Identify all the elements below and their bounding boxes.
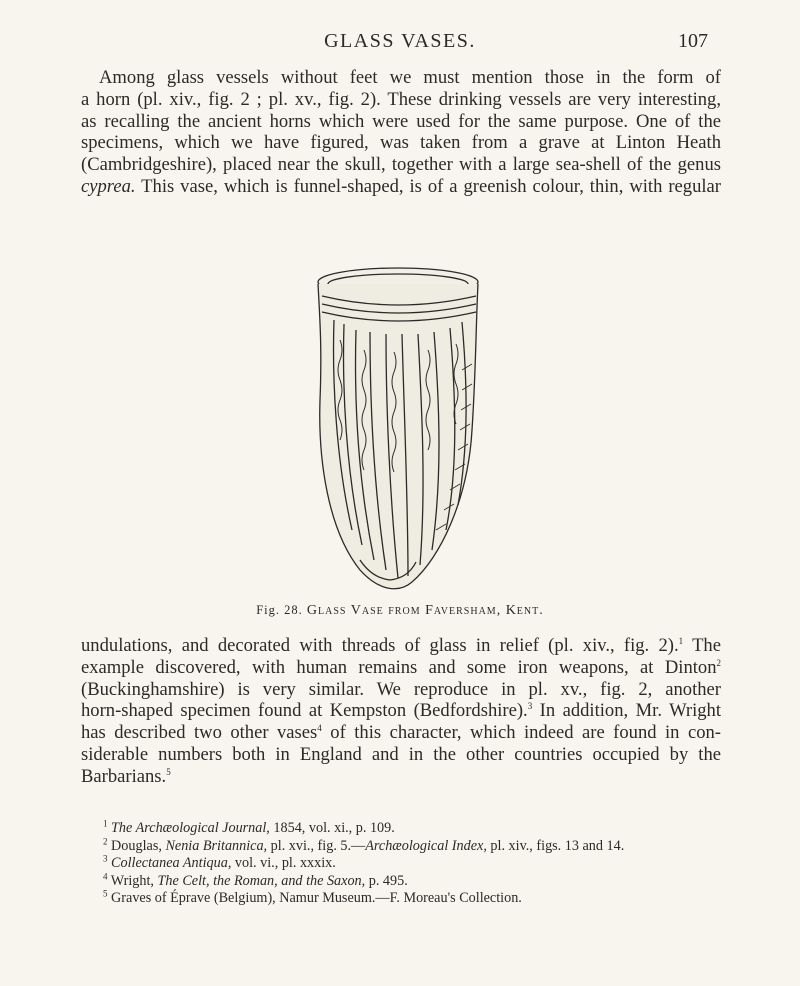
vase-body bbox=[318, 284, 478, 589]
figure-caption bbox=[0, 603, 800, 619]
paragraph-top bbox=[81, 67, 721, 198]
text-line: a horn (pl. xiv., fig. 2 ; pl. xv., fig. 2). These drinking vessels are very interesting, bbox=[81, 88, 721, 110]
footnote-text: pl. xvi., fig. 5.— bbox=[267, 837, 366, 854]
text-line bbox=[81, 657, 721, 679]
figure-title: Glass Vase from Faversham, Kent. bbox=[306, 603, 544, 618]
text-line bbox=[81, 766, 721, 788]
footnote-text: Douglas, bbox=[111, 837, 166, 854]
running-head bbox=[0, 30, 800, 60]
footnote-text: 1854, vol. xi., p. 109. bbox=[269, 820, 395, 836]
genus-name: cyprea. bbox=[81, 175, 136, 197]
footnotes bbox=[103, 820, 723, 908]
footnote-ref: 4 bbox=[317, 723, 322, 733]
text-run: The bbox=[683, 635, 721, 656]
text-run: has described two other vases bbox=[81, 722, 318, 744]
text-run: horn-shaped specimen found at Kempston (Bedfordshire). bbox=[81, 700, 528, 722]
footnote-ref: 5 bbox=[166, 766, 171, 777]
footnote-number: 5 bbox=[103, 888, 108, 899]
footnote-title: Archæological Index, bbox=[365, 837, 487, 854]
footnote bbox=[103, 820, 723, 838]
text-run: Barbarians. bbox=[81, 765, 167, 787]
text-line bbox=[81, 176, 721, 198]
page-number: 107 bbox=[678, 30, 708, 52]
footnote-number: 1 bbox=[103, 818, 108, 829]
text-run: This vase, which is funnel-shaped, is of a greenish colour, thin, with regular bbox=[135, 175, 721, 197]
text-line bbox=[81, 700, 721, 722]
footnote-text: pl. xiv., figs. 13 and 14. bbox=[486, 837, 625, 854]
text-line bbox=[81, 722, 721, 744]
text-line: (Cambridgeshire), placed near the skull, together with a large sea-shell of the genus bbox=[81, 154, 721, 176]
footnote-title: The Archæological Journal, bbox=[111, 820, 270, 836]
text-run: of this character, which indeed are found in con- bbox=[321, 722, 721, 744]
footnote-text: Wright, bbox=[110, 872, 158, 889]
footnote-ref: 3 bbox=[527, 701, 533, 712]
footnote bbox=[103, 855, 723, 873]
footnote-title: Collectanea Antiqua, bbox=[111, 855, 232, 871]
footnote-ref: 1 bbox=[678, 635, 684, 646]
text-run: example discovered, with human remains and some iron weapons, at Dinton bbox=[81, 656, 717, 678]
footnote-text: vol. vi., pl. xxxix. bbox=[231, 855, 336, 871]
footnote bbox=[103, 835, 723, 856]
text-run: undulations, and decorated with threads of glass in relief (pl. xiv., fig. 2). bbox=[81, 635, 679, 656]
footnote-number: 2 bbox=[103, 835, 108, 846]
text-line: specimens, which we have figured, was taken from a grave at Linton Heath bbox=[81, 132, 721, 154]
footnote bbox=[103, 870, 723, 891]
footnote-title: The Celt, the Roman, and the Saxon, bbox=[157, 872, 366, 889]
footnote bbox=[103, 890, 723, 908]
text-line: (Buckinghamshire) is very similar. We reproduce in pl. xv., fig. 2, another bbox=[81, 678, 721, 700]
footnote-text: p. 495. bbox=[365, 872, 408, 889]
footnote-number: 4 bbox=[103, 870, 108, 881]
text-line: Among glass vessels without feet we must mention those in the form of bbox=[99, 67, 721, 88]
text-line bbox=[81, 635, 721, 657]
text-line: as recalling the ancient horns which were used for the same purpose. One of the bbox=[81, 110, 721, 132]
figure-number: Fig. 28. bbox=[256, 603, 303, 617]
footnote-text: Graves of Éprave (Belgium), Namur Museum.—F. Moreau's Collection. bbox=[111, 890, 522, 906]
footnote-title: Nenia Britannica, bbox=[165, 837, 268, 854]
text-run: In addition, Mr. Wright bbox=[532, 700, 721, 722]
glass-vase-illustration bbox=[290, 260, 510, 600]
footnote-ref: 2 bbox=[716, 657, 721, 668]
footnote-number: 3 bbox=[103, 853, 108, 864]
running-title: GLASS VASES. bbox=[324, 30, 476, 52]
text-line: siderable numbers both in England and in the other countries occupied by the bbox=[81, 743, 721, 765]
paragraph-bottom bbox=[81, 635, 721, 788]
